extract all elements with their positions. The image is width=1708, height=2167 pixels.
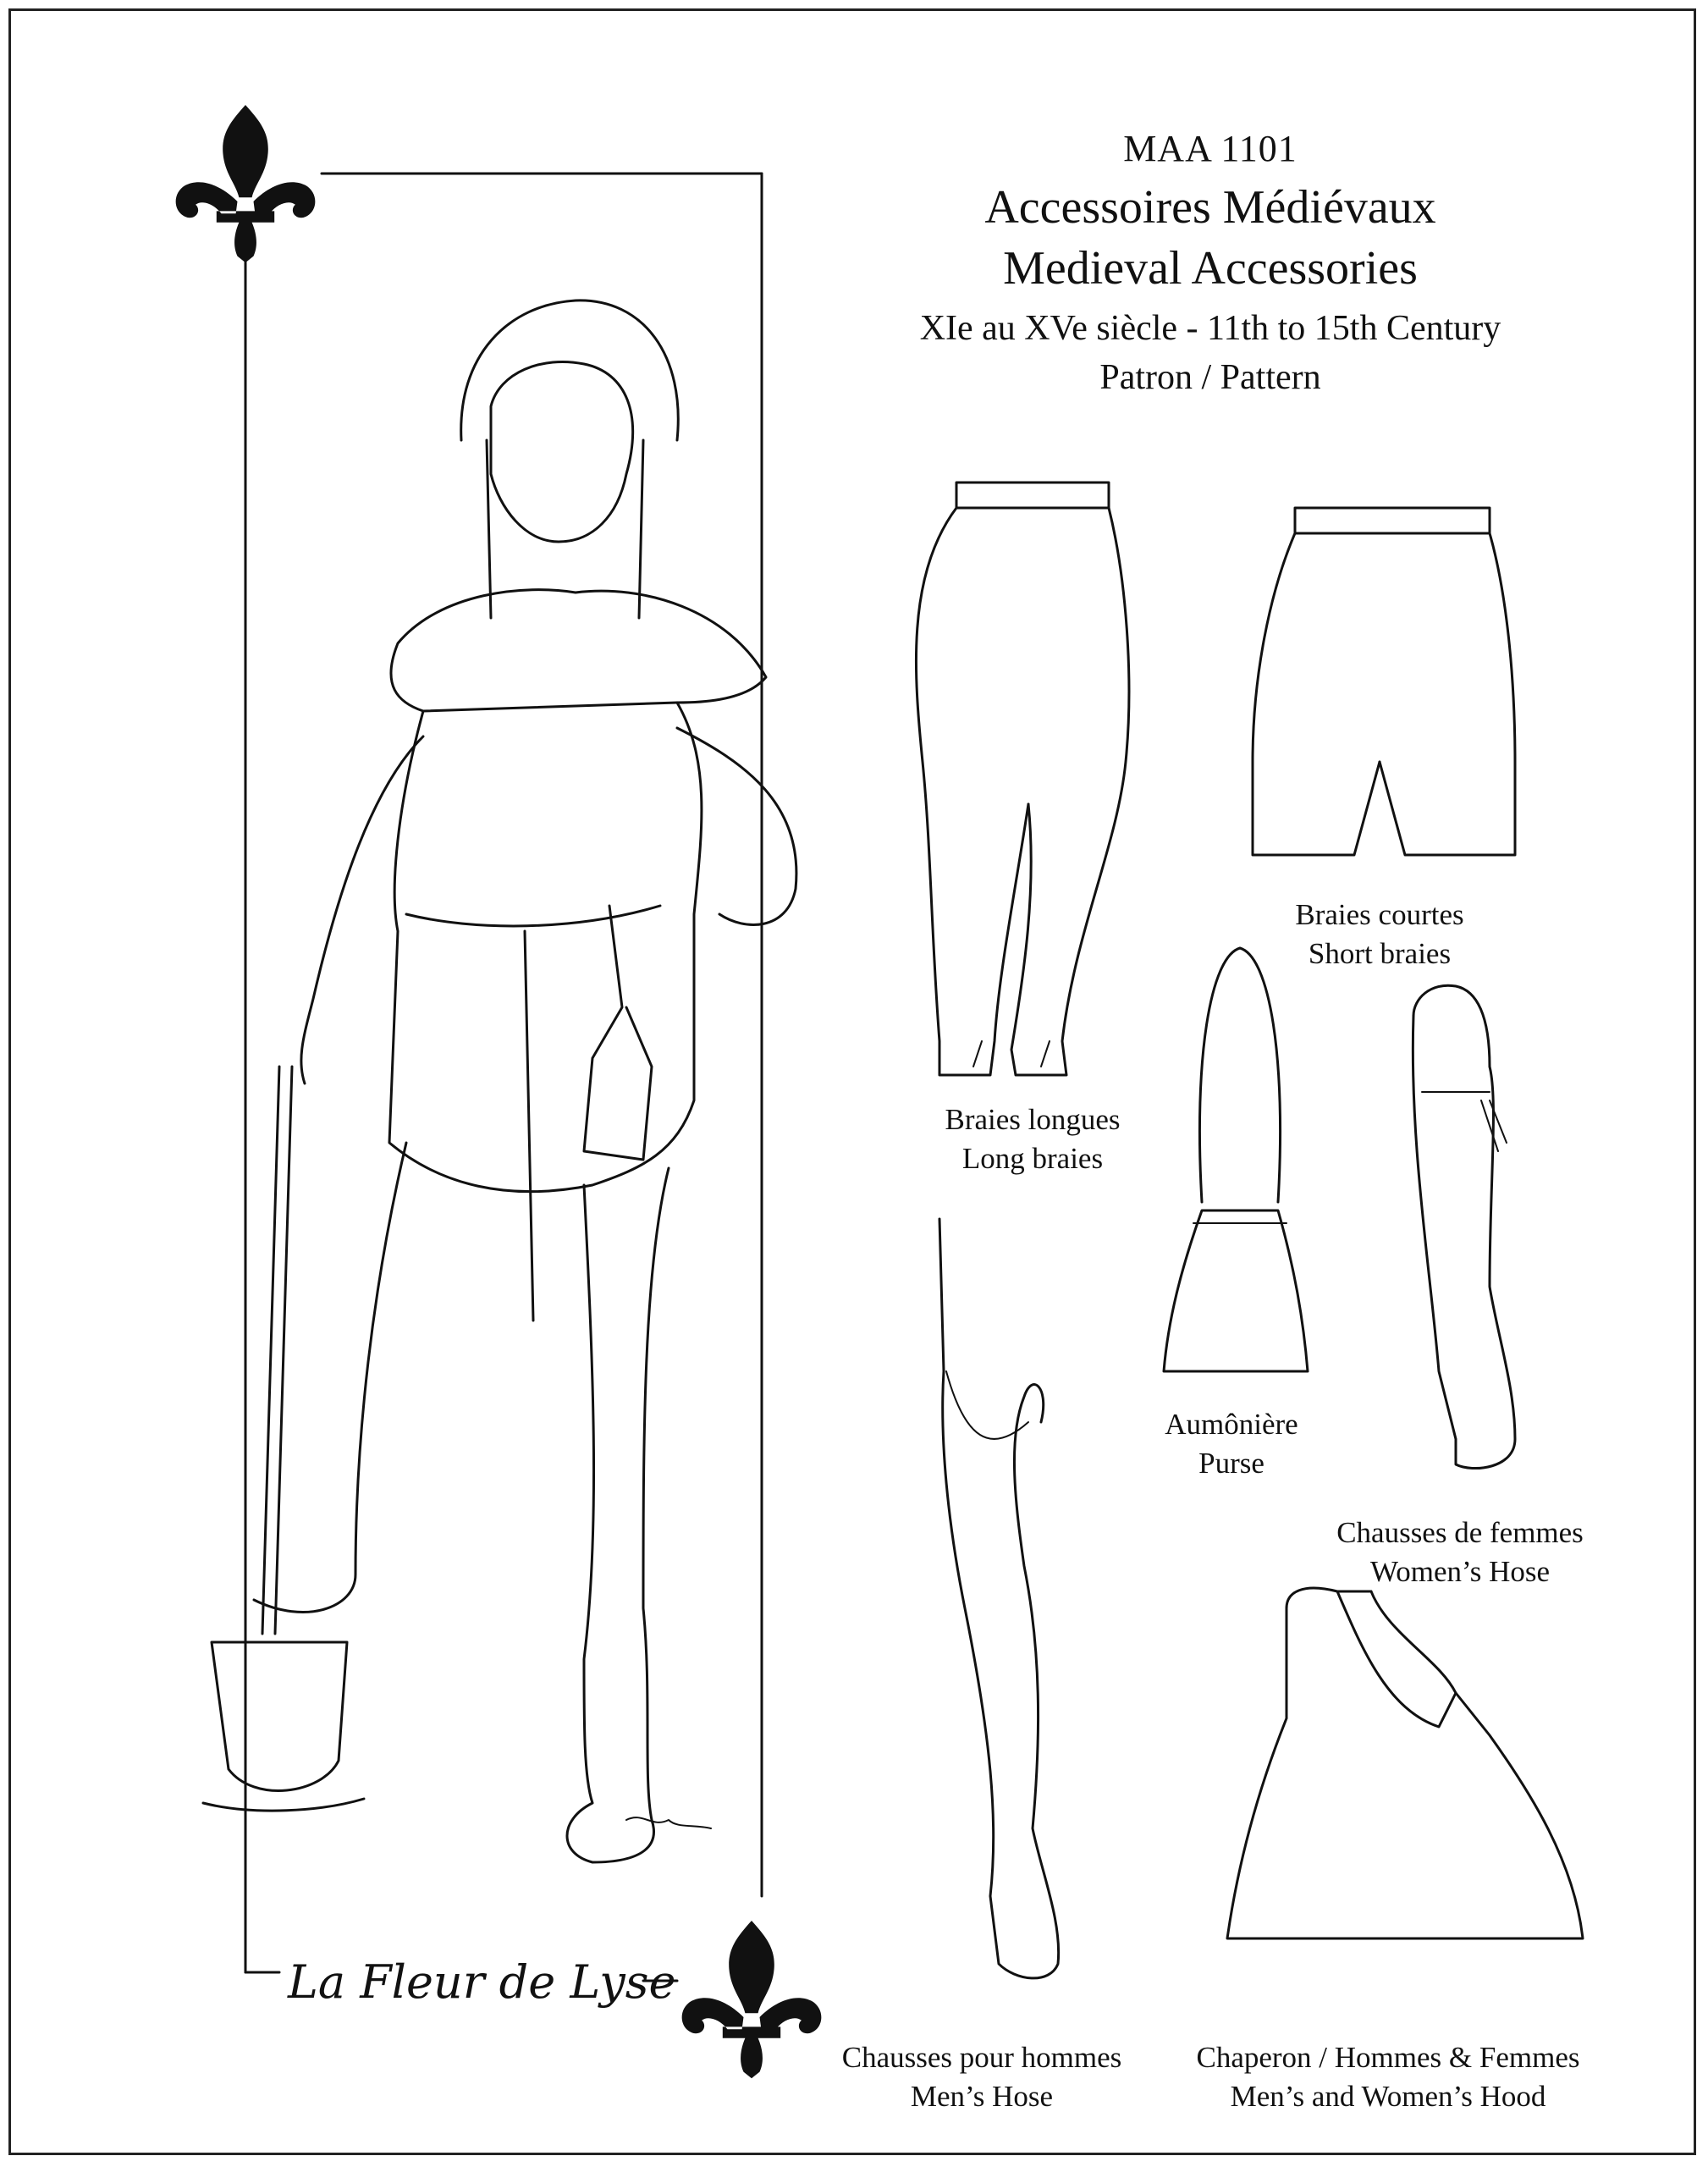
figure-illustration: [203, 301, 796, 1862]
long-braies-illustration: [916, 482, 1128, 1075]
purse-illustration: [1164, 948, 1308, 1371]
brand-name: La Fleur de Lyse: [288, 1955, 676, 2009]
pattern-code: MAA 1101: [1123, 128, 1298, 169]
title-french: Accessoires Médiévaux: [984, 181, 1436, 234]
caption-en: Purse: [1198, 1447, 1264, 1480]
caption-en: Short braies: [1308, 937, 1452, 970]
caption-en: Men’s and Women’s Hood: [1230, 2080, 1546, 2113]
womens-hose-illustration: [1413, 985, 1515, 1468]
caption-fr: Chausses de femmes: [1336, 1516, 1584, 1549]
caption-fr: Chaperon / Hommes & Femmes: [1196, 2041, 1580, 2074]
caption-en: Men’s Hose: [910, 2080, 1054, 2113]
caption-short-braies: [1244, 896, 1515, 973]
caption-long-braies: [897, 1100, 1168, 1178]
caption-purse: [1117, 1405, 1346, 1483]
caption-en: Women’s Hose: [1369, 1555, 1551, 1588]
title-block: [863, 127, 1557, 402]
caption-fr: Chausses pour hommes: [841, 2041, 1122, 2074]
short-braies-illustration: [1253, 508, 1515, 855]
pattern-label: Patron / Pattern: [1099, 358, 1321, 397]
title-english: Medieval Accessories: [1003, 242, 1418, 295]
caption-en: Long braies: [961, 1142, 1104, 1175]
caption-fr: Braies courtes: [1295, 898, 1464, 931]
caption-hood: [1168, 2038, 1608, 2116]
hood-illustration: [1227, 1588, 1583, 1938]
fleur-de-lis-icon: [176, 105, 316, 262]
caption-fr: Aumônière: [1165, 1408, 1298, 1441]
fleur-de-lis-icon: [682, 1921, 822, 2078]
century-range: XIe au XVe siècle - 11th to 15th Century: [919, 309, 1501, 348]
caption-womens-hose: [1303, 1514, 1617, 1591]
caption-mens-hose: [821, 2038, 1143, 2116]
caption-fr: Braies longues: [945, 1103, 1121, 1136]
mens-hose-illustration: [939, 1219, 1059, 1978]
frame-lines: [245, 174, 762, 1981]
